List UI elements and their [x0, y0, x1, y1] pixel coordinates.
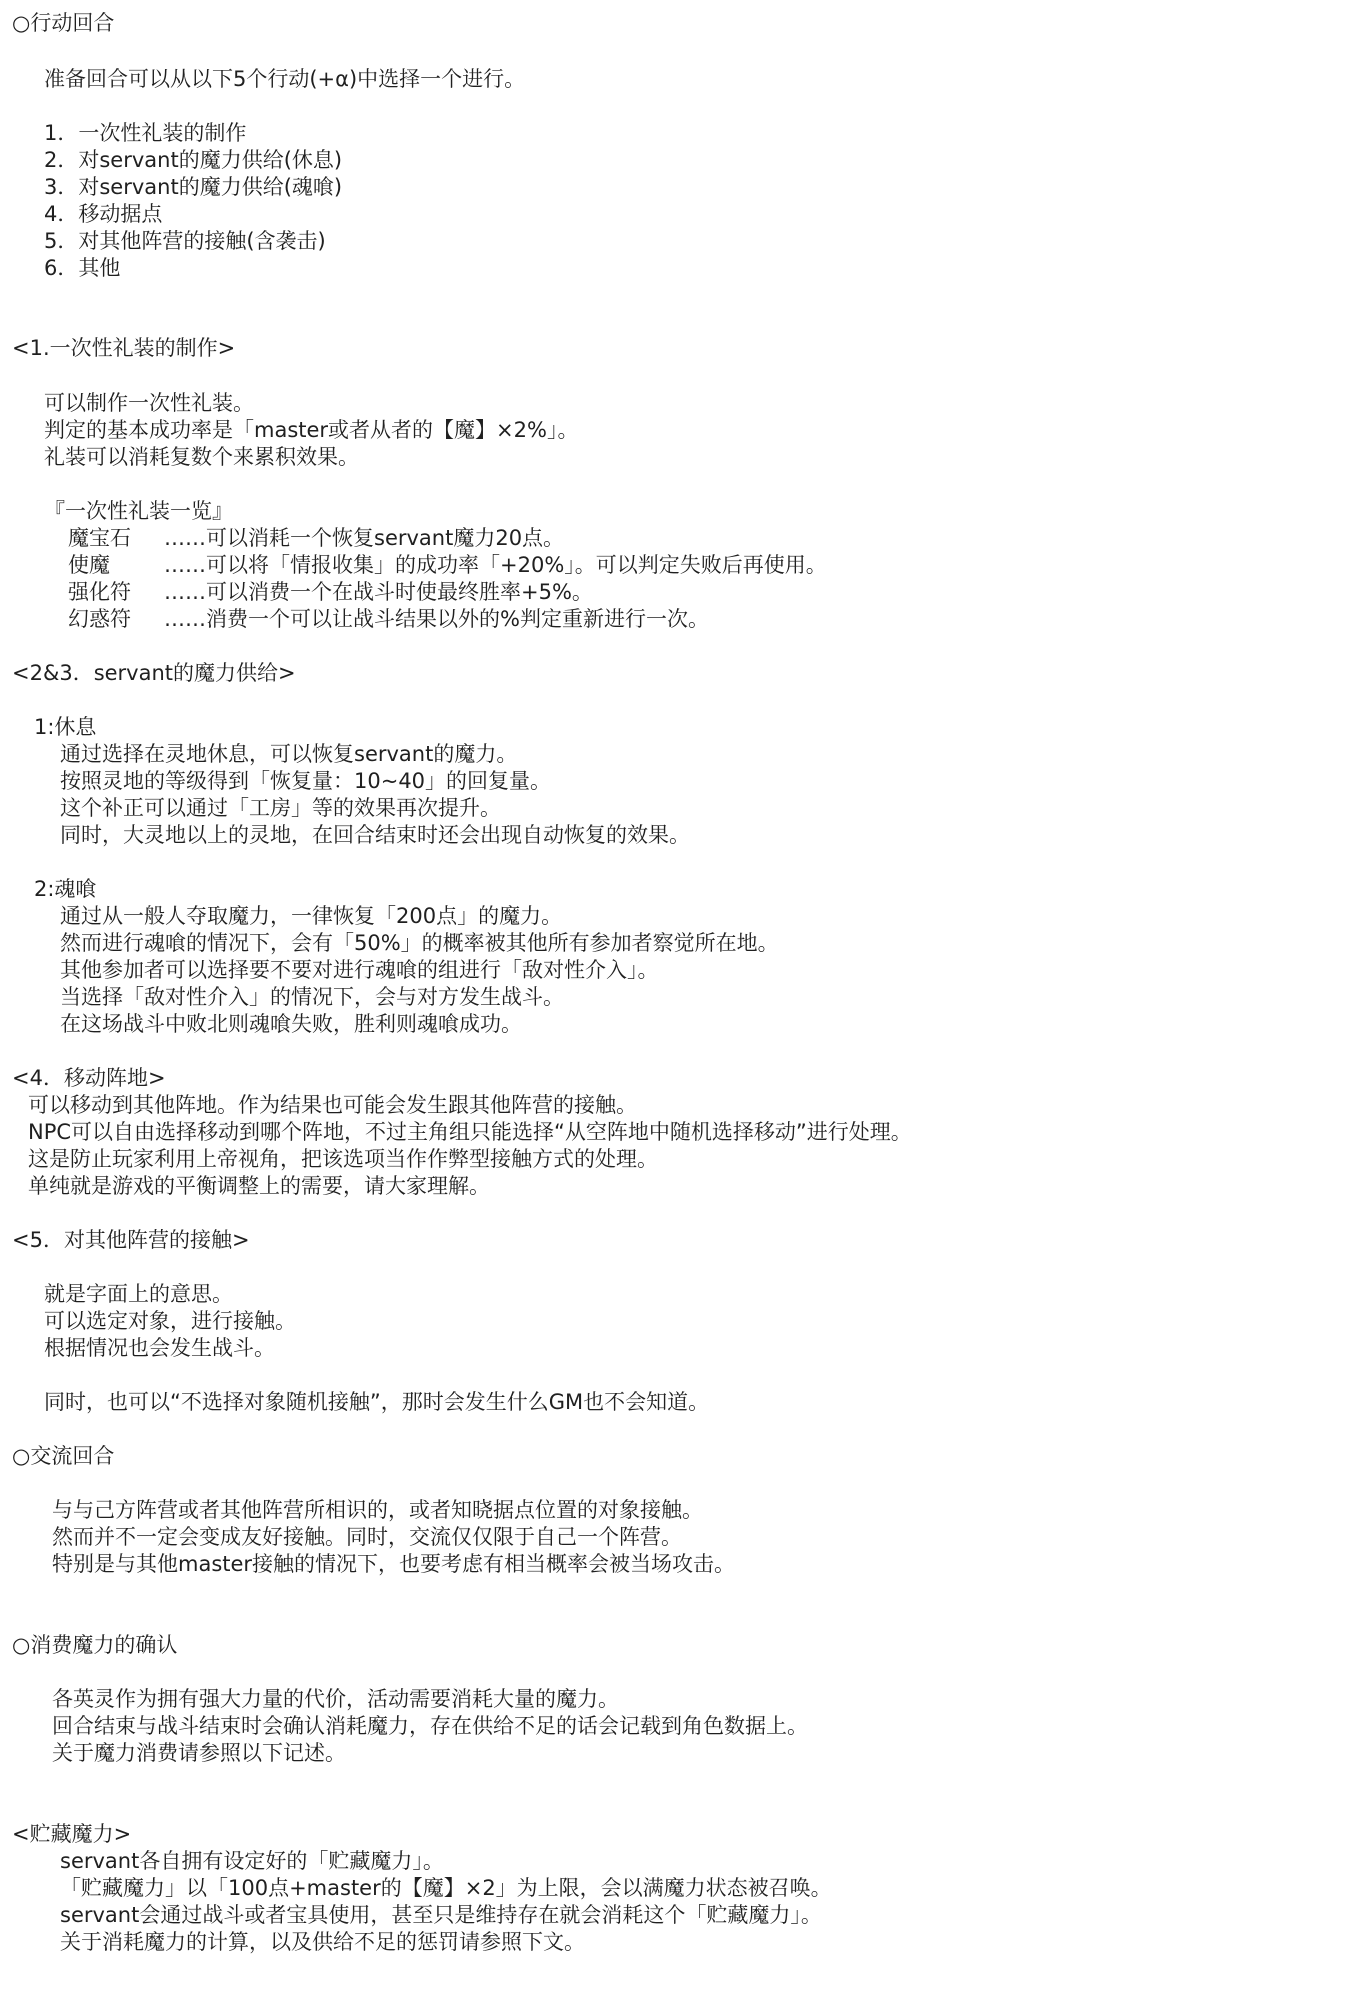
paragraph-line: 可以选定对象，进行接触。: [44, 1309, 296, 1333]
paragraph-line: 「贮藏魔力」以「100点+master的【魔】×2」为上限，会以满魔力状态被召唤。: [60, 1876, 832, 1900]
item-name: 使魔: [68, 553, 110, 577]
paragraph-line: 各英灵作为拥有强大力量的代价，活动需要消耗大量的魔力。: [52, 1687, 619, 1711]
item-name: 魔宝石: [68, 526, 131, 550]
paragraph-line: 按照灵地的等级得到「恢复量：10~40」的回复量。: [60, 769, 552, 793]
paragraph-line: 礼装可以消耗复数个来累积效果。: [44, 445, 359, 469]
paragraph-line: 其他参加者可以选择要不要对进行魂喰的组进行「敌对性介入」。: [60, 958, 659, 982]
section-heading: <1.一次性礼装的制作>: [12, 336, 236, 360]
item-name: 幻惑符: [68, 607, 131, 631]
paragraph-line: 判定的基本成功率是「master或者从者的【魔】×2%」。: [44, 418, 579, 442]
item-description: ……消费一个可以让战斗结果以外的%判定重新进行一次。: [164, 607, 709, 631]
subheading: 『一次性礼装一览』: [44, 499, 233, 523]
paragraph-line: 单纯就是游戏的平衡调整上的需要，请大家理解。: [28, 1174, 490, 1198]
item-description: ……可以消费一个在战斗时使最终胜率+5%。: [164, 580, 593, 604]
paragraph-line: 当选择「敌对性介入」的情况下，会与对方发生战斗。: [60, 985, 564, 1009]
paragraph-line: servant会通过战斗或者宝具使用，甚至只是维持存在就会消耗这个「贮藏魔力」。: [60, 1903, 822, 1927]
paragraph-line: 可以制作一次性礼装。: [44, 391, 254, 415]
paragraph-line: 关于消耗魔力的计算，以及供给不足的惩罚请参照下文。: [60, 1930, 585, 1954]
list-item: 4．移动据点: [44, 202, 163, 226]
paragraph-line: 准备回合可以从以下5个行动(+α)中选择一个进行。: [44, 67, 526, 91]
paragraph-line: NPC可以自由选择移动到哪个阵地，不过主角组只能选择“从空阵地中随机选择移动”进行处理。: [28, 1120, 912, 1144]
subheading: 1:休息: [34, 715, 97, 739]
section-heading: <贮藏魔力>: [12, 1822, 132, 1846]
paragraph-line: 同时，大灵地以上的灵地，在回合结束时还会出现自动恢复的效果。: [60, 823, 690, 847]
section-heading: <4．移动阵地>: [12, 1066, 166, 1090]
paragraph-line: 同时，也可以“不选择对象随机接触”，那时会发生什么GM也不会知道。: [44, 1390, 710, 1414]
paragraph-line: 可以移动到其他阵地。作为结果也可能会发生跟其他阵营的接触。: [28, 1093, 637, 1117]
section-heading: <2&3．servant的魔力供给>: [12, 661, 296, 685]
paragraph-line: 然而进行魂喰的情况下，会有「50%」的概率被其他所有参加者察觉所在地。: [60, 931, 779, 955]
paragraph-line: 通过选择在灵地休息，可以恢复servant的魔力。: [60, 742, 518, 766]
paragraph-line: 通过从一般人夺取魔力，一律恢复「200点」的魔力。: [60, 904, 563, 928]
paragraph-line: 在这场战斗中败北则魂喰失败，胜利则魂喰成功。: [60, 1012, 522, 1036]
item-description: ……可以消耗一个恢复servant魔力20点。: [164, 526, 565, 550]
heading-mana-check: ○消费魔力的确认: [12, 1633, 178, 1657]
paragraph-line: 然而并不一定会变成友好接触。同时，交流仅仅限于自己一个阵营。: [52, 1525, 682, 1549]
paragraph-line: servant各自拥有设定好的「贮藏魔力」。: [60, 1849, 444, 1873]
item-name: 强化符: [68, 580, 131, 604]
paragraph-line: 关于魔力消费请参照以下记述。: [52, 1741, 346, 1765]
list-item: 3．对servant的魔力供给(魂喰): [44, 175, 343, 199]
paragraph-line: 就是字面上的意思。: [44, 1282, 233, 1306]
list-item: 1．一次性礼装的制作: [44, 121, 247, 145]
section-heading: <5．对其他阵营的接触>: [12, 1228, 250, 1252]
list-item: 5．对其他阵营的接触(含袭击): [44, 229, 326, 253]
paragraph-line: 根据情况也会发生战斗。: [44, 1336, 275, 1360]
subheading: 2:魂喰: [34, 877, 97, 901]
list-item: 6．其他: [44, 256, 121, 280]
heading-action-round: ○行动回合: [12, 11, 115, 35]
paragraph-line: 与与己方阵营或者其他阵营所相识的，或者知晓据点位置的对象接触。: [52, 1498, 703, 1522]
paragraph-line: 回合结束与战斗结束时会确认消耗魔力，存在供给不足的话会记载到角色数据上。: [52, 1714, 808, 1738]
heading-exchange-round: ○交流回合: [12, 1444, 115, 1468]
paragraph-line: 这个补正可以通过「工房」等的效果再次提升。: [60, 796, 501, 820]
item-description: ……可以将「情报收集」的成功率「+20%」。可以判定失败后再使用。: [164, 553, 827, 577]
list-item: 2．对servant的魔力供给(休息): [44, 148, 343, 172]
paragraph-line: 特别是与其他master接触的情况下，也要考虑有相当概率会被当场攻击。: [52, 1552, 736, 1576]
paragraph-line: 这是防止玩家利用上帝视角，把该选项当作作弊型接触方式的处理。: [28, 1147, 658, 1171]
